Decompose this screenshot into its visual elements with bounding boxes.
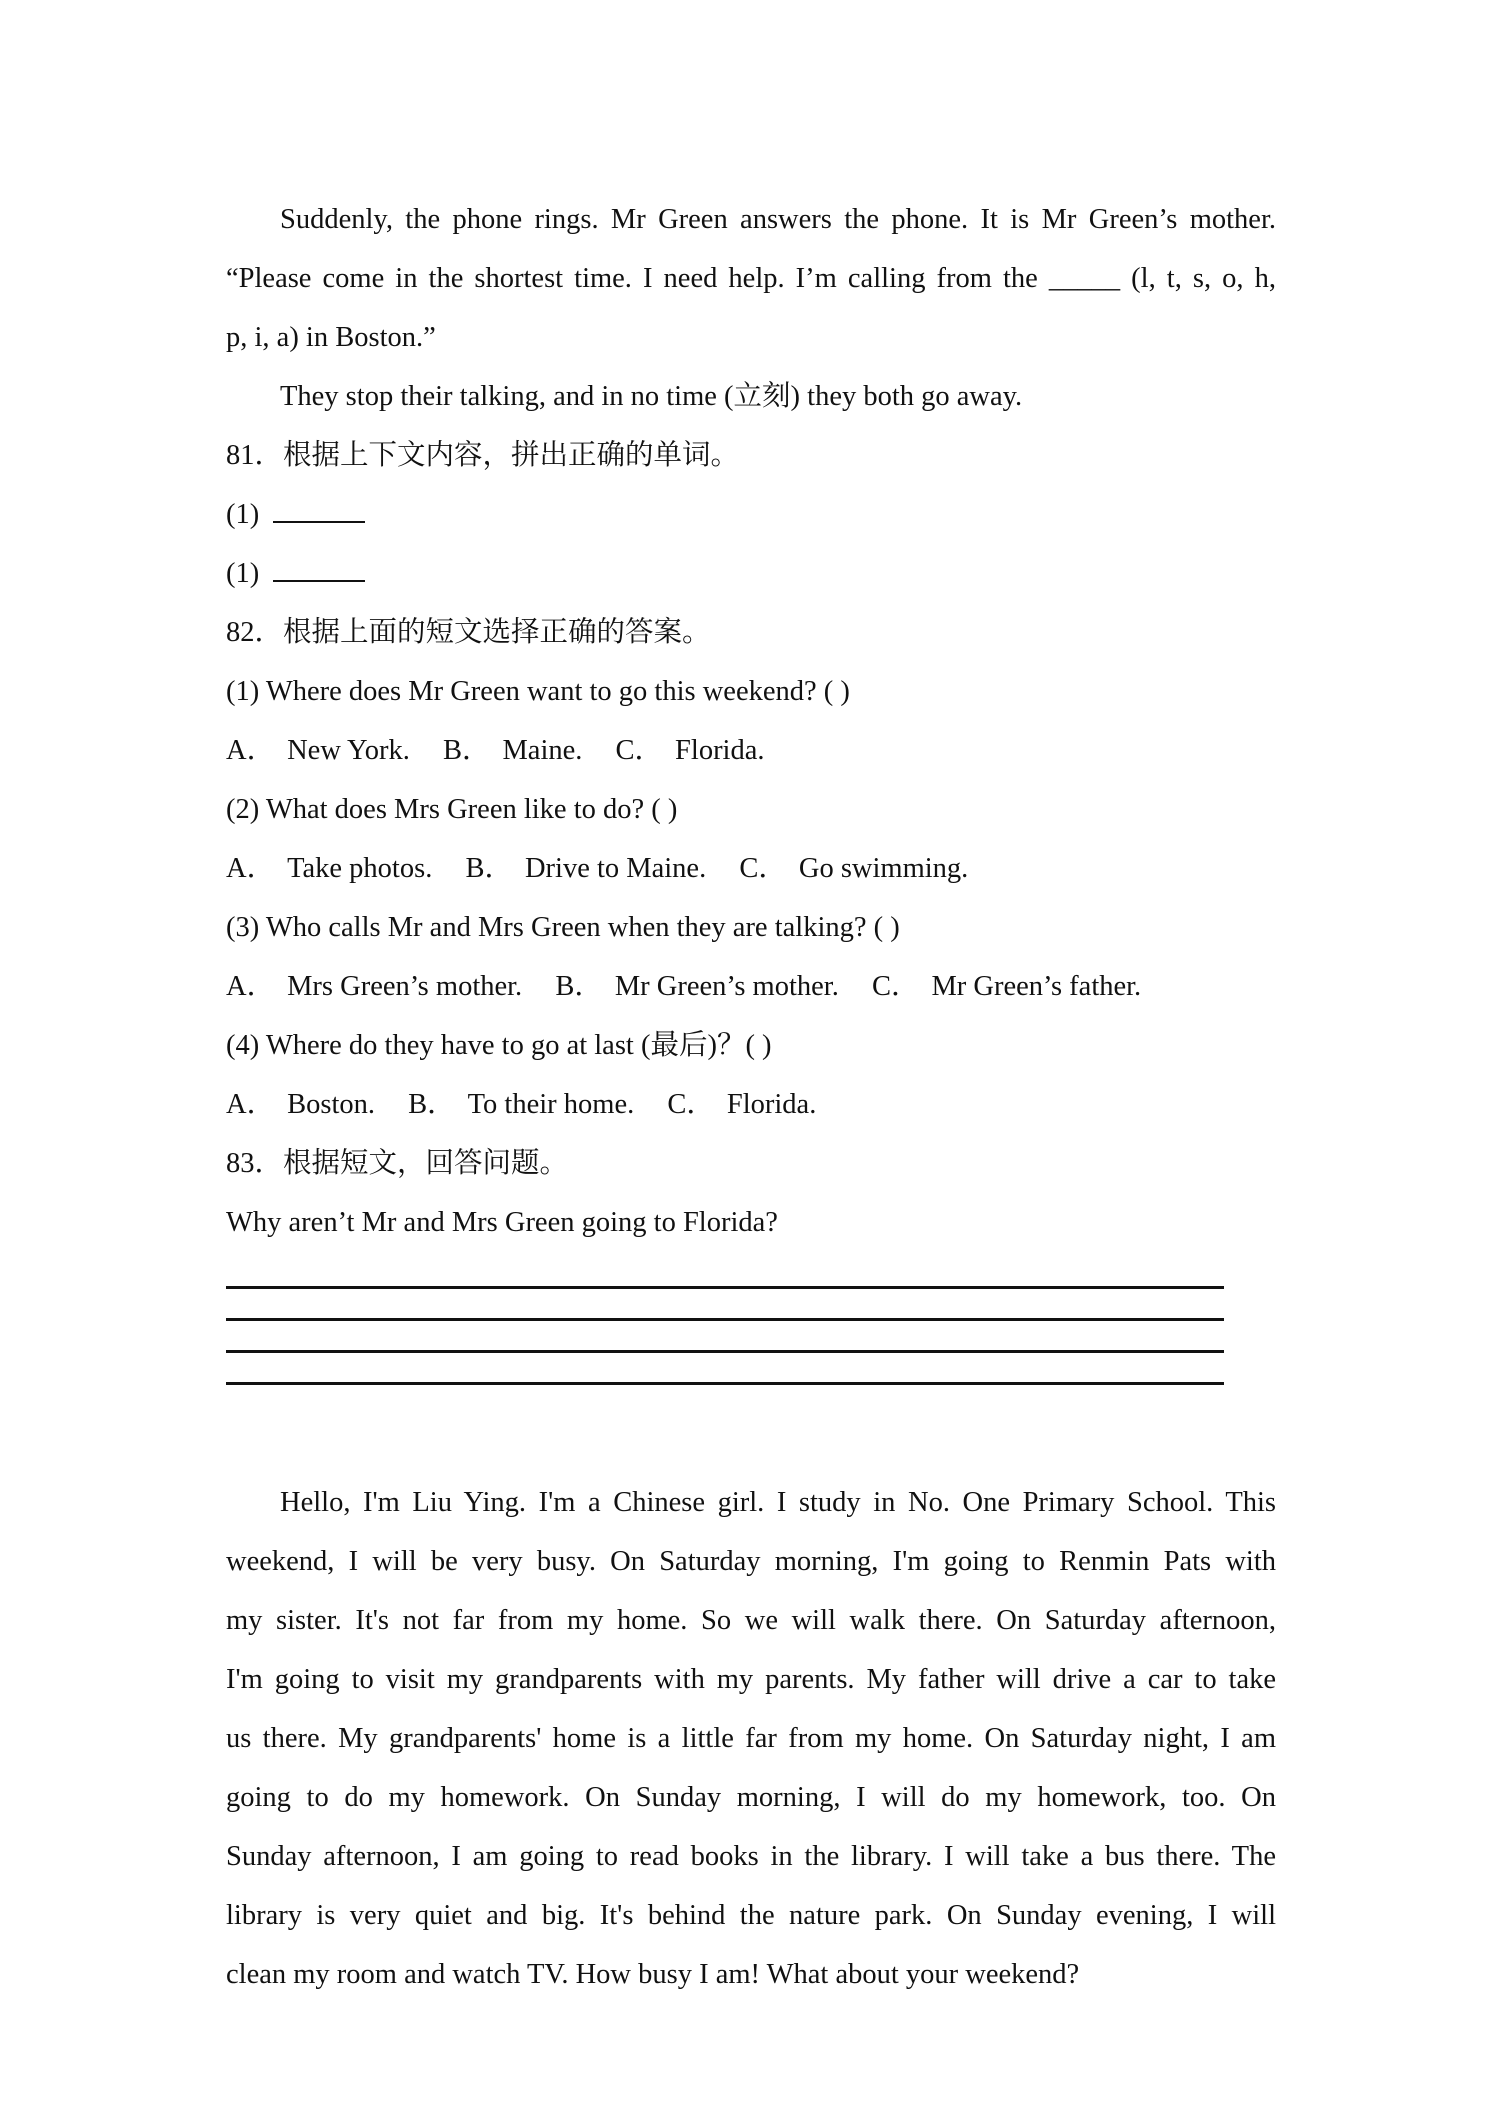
option-text: Mr Green’s mother.: [614, 971, 839, 1002]
option-b[interactable]: [408, 1075, 634, 1134]
option-a[interactable]: [226, 1075, 375, 1134]
question-82-title: 82．根据上面的短文选择正确的答案。: [226, 617, 711, 648]
section-spacer: [226, 1385, 1276, 1473]
answer-line[interactable]: [226, 1289, 1224, 1321]
passage-2-line: us there. My grandparents' home is a little far from my home. On Saturday night, I am: [226, 1723, 1276, 1754]
option-c[interactable]: [872, 957, 1141, 1016]
option-label: B．: [465, 853, 513, 884]
option-text: Boston.: [287, 1089, 375, 1120]
option-text: Florida.: [726, 1089, 817, 1120]
option-c[interactable]: [616, 721, 765, 780]
question-82-3-options: [226, 957, 1276, 1016]
question-82-2-options: [226, 839, 1276, 898]
option-text: To their home.: [467, 1089, 635, 1120]
option-text: Mr Green’s father.: [931, 971, 1142, 1002]
option-label: B．: [442, 735, 491, 766]
passage-1: [226, 190, 1276, 426]
option-label: B．: [408, 1089, 456, 1120]
option-c[interactable]: [667, 1075, 816, 1134]
option-label: B．: [555, 971, 603, 1002]
option-text: Take photos.: [287, 853, 433, 884]
question-81-item: [226, 485, 1276, 544]
passage-1-line: Suddenly, the phone rings. Mr Green answers the phone. It is Mr Green’s mother.: [280, 204, 1276, 235]
question-82: [226, 603, 1276, 1134]
question-82-3-stem: (3) Who calls Mr and Mrs Green when they are talking? ( ): [226, 912, 900, 943]
question-83-title: 83．根据短文，回答问题。: [226, 1148, 569, 1179]
option-b[interactable]: [465, 839, 706, 898]
answer-blank[interactable]: [273, 558, 365, 582]
option-label: C．: [667, 1089, 715, 1120]
answer-line[interactable]: [226, 1321, 1224, 1353]
option-text: Florida.: [675, 735, 765, 766]
question-81: [226, 426, 1276, 603]
answer-lines[interactable]: [226, 1270, 1224, 1385]
passage-1-line: “Please come in the shortest time. I need help. I’m calling from the _____ (l, t, s, o, h,: [226, 263, 1276, 294]
passage-2: [226, 1473, 1276, 2004]
item-number: (1): [226, 558, 260, 589]
option-b[interactable]: [443, 721, 582, 780]
document-page: [226, 190, 1276, 2004]
option-text: New York.: [287, 735, 410, 766]
question-82-4-options: [226, 1075, 1276, 1134]
question-83-stem: Why aren’t Mr and Mrs Green going to Florida?: [226, 1207, 778, 1238]
passage-2-line: I'm going to visit my grandparents with my parents. My father will drive a car to take: [226, 1664, 1276, 1695]
option-label: A．: [226, 853, 276, 884]
passage-2-line: weekend, I will be very busy. On Saturday morning, I'm going to Renmin Pats with: [226, 1546, 1276, 1577]
option-b[interactable]: [555, 957, 839, 1016]
answer-line[interactable]: [226, 1353, 1224, 1385]
passage-2-line: Hello, I'm Liu Ying. I'm a Chinese girl. I study in No. One Primary School. This: [280, 1487, 1276, 1518]
option-text: Maine.: [502, 735, 583, 766]
option-label: C．: [871, 971, 920, 1002]
option-label: C．: [615, 735, 664, 766]
answer-blank[interactable]: [273, 499, 365, 523]
passage-1-line: p, i, a) in Boston.”: [226, 322, 436, 353]
option-text: Mrs Green’s mother.: [287, 971, 523, 1002]
option-a[interactable]: [226, 721, 410, 780]
question-82-1-options: [226, 721, 1276, 780]
option-label: C．: [739, 853, 787, 884]
option-text: Drive to Maine.: [524, 853, 707, 884]
option-label: A．: [226, 971, 276, 1002]
passage-2-line: my sister. It's not far from my home. So we will walk there. On Saturday afternoon,: [226, 1605, 1276, 1636]
question-82-4-stem: (4) Where do they have to go at last (最后)？( ): [226, 1030, 772, 1061]
question-81-item: [226, 544, 1276, 603]
option-label: A．: [226, 735, 276, 766]
passage-2-line: Sunday afternoon, I am going to read books in the library. I will take a bus there. The: [226, 1841, 1276, 1872]
option-a[interactable]: [226, 839, 432, 898]
passage-2-line: library is very quiet and big. It's behind the nature park. On Sunday evening, I will: [226, 1900, 1276, 1931]
option-label: A．: [226, 1089, 276, 1120]
item-number: (1): [226, 499, 260, 530]
answer-line[interactable]: [226, 1270, 1224, 1289]
option-c[interactable]: [739, 839, 968, 898]
option-a[interactable]: [226, 957, 522, 1016]
question-82-2-stem: (2) What does Mrs Green like to do? ( ): [226, 794, 678, 825]
question-81-title: 81．根据上下文内容，拼出正确的单词。: [226, 440, 740, 471]
passage-1-line: They stop their talking, and in no time (立刻) they both go away.: [280, 381, 1023, 412]
question-82-1-stem: (1) Where does Mr Green want to go this weekend? ( ): [226, 676, 850, 707]
question-83: [226, 1134, 1276, 1385]
passage-2-line: clean my room and watch TV. How busy I am! What about your weekend?: [226, 1959, 1080, 1990]
option-text: Go swimming.: [798, 853, 969, 884]
passage-2-line: going to do my homework. On Sunday morning, I will do my homework, too. On: [226, 1782, 1276, 1813]
